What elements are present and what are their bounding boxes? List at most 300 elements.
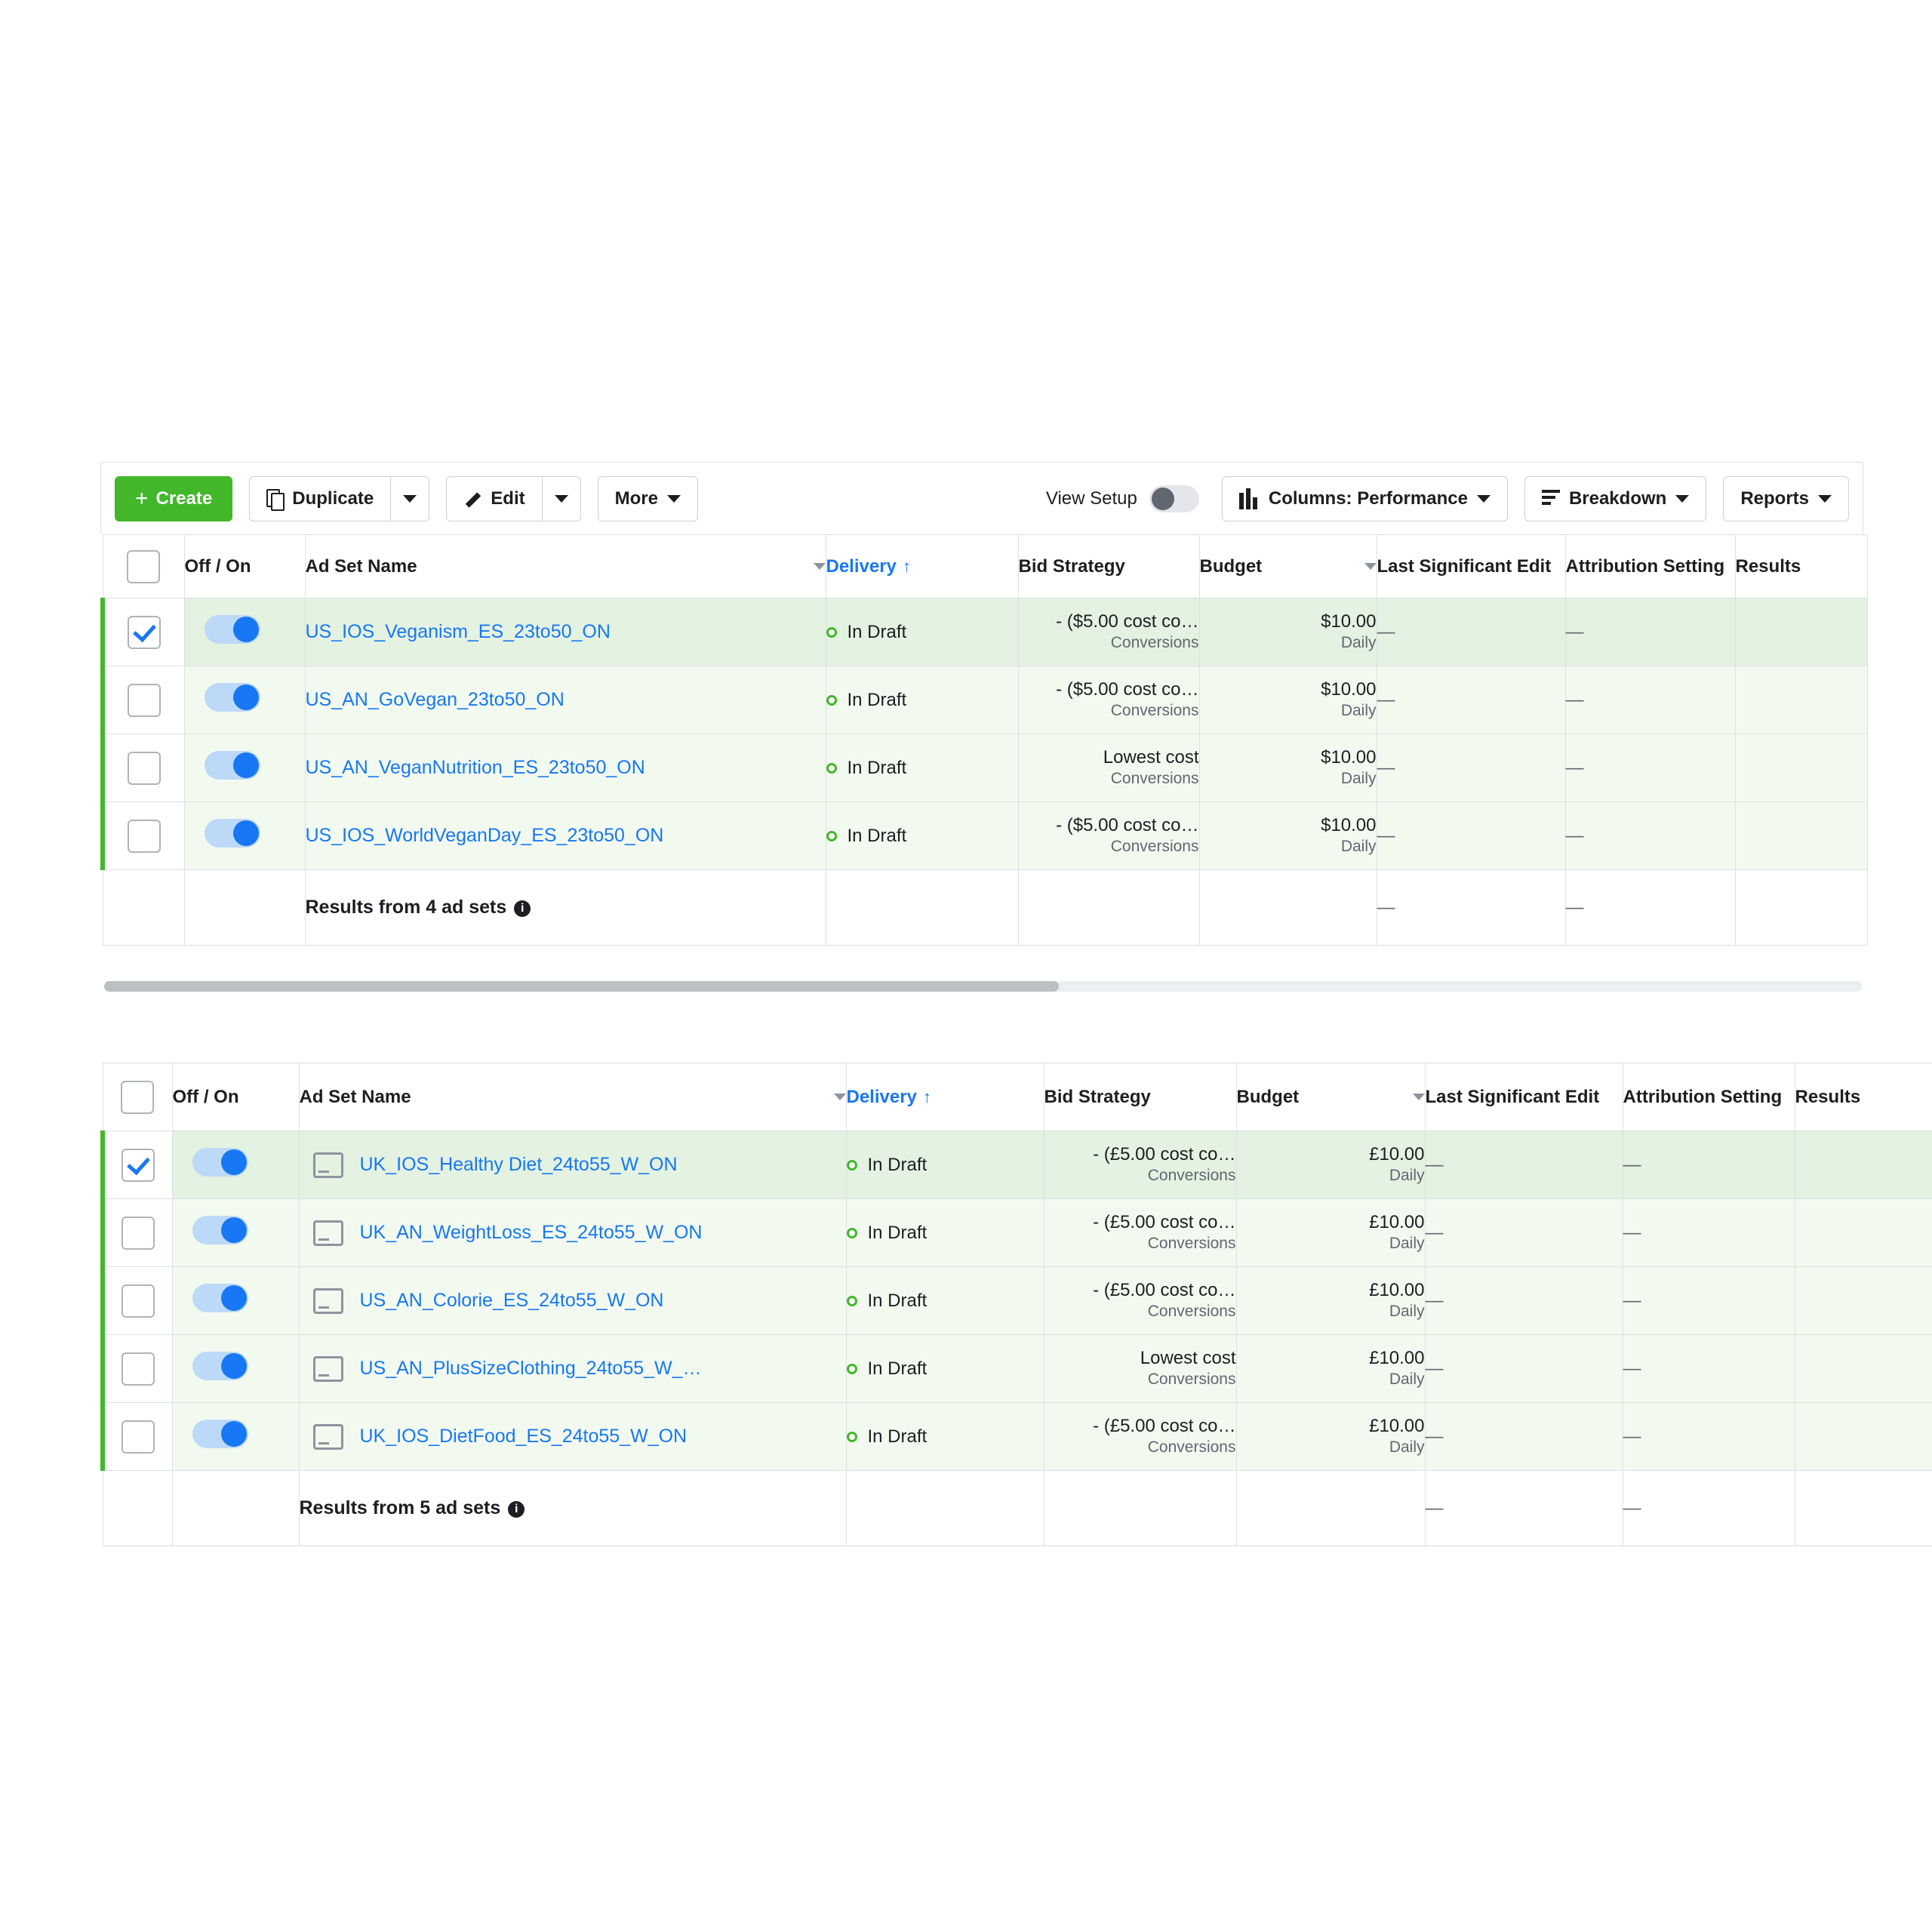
on-off-toggle[interactable] bbox=[192, 1216, 248, 1244]
on-off-toggle[interactable] bbox=[205, 615, 260, 644]
toggle-knob bbox=[221, 1285, 247, 1311]
budget-value: $10.00 bbox=[1321, 747, 1377, 768]
row-off-on-cell[interactable] bbox=[172, 1199, 299, 1267]
row-ad-set-name-cell[interactable] bbox=[299, 1199, 846, 1267]
info-icon[interactable]: i bbox=[514, 900, 531, 917]
row-last-edit-cell bbox=[1425, 1335, 1623, 1403]
row-last-edit-cell bbox=[1377, 802, 1565, 870]
row-off-on-cell[interactable] bbox=[184, 598, 305, 666]
last-edit-value: — bbox=[1425, 1358, 1444, 1379]
chevron-down-icon bbox=[667, 495, 681, 503]
row-budget-cell bbox=[1199, 734, 1377, 802]
chevron-down-icon[interactable] bbox=[814, 563, 826, 570]
row-delivery-cell bbox=[846, 1199, 1044, 1267]
row-delivery-cell bbox=[826, 598, 1018, 666]
reports-button-label: Reports bbox=[1740, 488, 1809, 509]
bid-strategy-objective: Conversions bbox=[1147, 1371, 1236, 1389]
select-all-checkbox[interactable] bbox=[127, 550, 160, 583]
row-off-on-cell[interactable] bbox=[184, 802, 305, 870]
row-attribution-cell bbox=[1623, 1335, 1795, 1403]
ad-set-name-link[interactable]: US_AN_VeganNutrition_ES_23to50_ON bbox=[305, 757, 645, 778]
row-checkbox[interactable] bbox=[122, 1284, 155, 1318]
attribution-value: — bbox=[1623, 1358, 1641, 1379]
budget-value: £10.00 bbox=[1369, 1348, 1425, 1369]
row-results-cell bbox=[1795, 1199, 1932, 1267]
row-attribution-cell bbox=[1565, 598, 1735, 666]
row-last-edit-cell bbox=[1425, 1403, 1623, 1471]
more-button[interactable] bbox=[598, 476, 698, 521]
bid-strategy-objective: Conversions bbox=[1147, 1167, 1236, 1185]
table-toolbar bbox=[100, 462, 1863, 534]
column-header-attribution-setting[interactable]: Attribution Setting bbox=[1623, 1063, 1795, 1131]
preview-icon[interactable] bbox=[313, 1356, 343, 1382]
view-setup-label: View Setup bbox=[1045, 488, 1137, 509]
row-off-on-cell[interactable] bbox=[184, 666, 305, 734]
column-header-budget[interactable] bbox=[1199, 535, 1377, 598]
row-select-cell[interactable] bbox=[103, 598, 184, 666]
preview-icon[interactable] bbox=[313, 1152, 343, 1178]
toggle-knob bbox=[233, 820, 259, 846]
column-header-ad-set-name-label: Ad Set Name bbox=[299, 1086, 411, 1107]
totals-attribution-value: — bbox=[1565, 897, 1584, 918]
status-dot-icon bbox=[826, 695, 837, 706]
totals-results-cell bbox=[1795, 1471, 1932, 1546]
budget-value: £10.00 bbox=[1369, 1416, 1425, 1437]
table-row[interactable] bbox=[103, 1267, 1932, 1335]
view-setup-toggle[interactable] bbox=[1149, 485, 1199, 512]
row-results-cell bbox=[1795, 1403, 1932, 1471]
row-select-cell[interactable] bbox=[103, 1403, 172, 1471]
row-select-cell[interactable] bbox=[103, 1267, 172, 1335]
on-off-toggle[interactable] bbox=[205, 683, 260, 712]
row-budget-cell bbox=[1199, 802, 1377, 870]
duplicate-button-label: Duplicate bbox=[292, 488, 374, 509]
totals-budget-cell bbox=[1199, 870, 1377, 946]
bid-strategy-value: - ($5.00 cost co… bbox=[1056, 815, 1199, 836]
budget-cadence: Daily bbox=[1389, 1167, 1425, 1185]
status-dot-icon bbox=[847, 1296, 857, 1306]
on-off-toggle[interactable] bbox=[192, 1420, 248, 1448]
delivery-status: In Draft bbox=[867, 1358, 928, 1379]
column-header-off-on[interactable]: Off / On bbox=[172, 1063, 299, 1131]
row-attribution-cell bbox=[1623, 1199, 1795, 1267]
totals-attribution-value: — bbox=[1623, 1497, 1641, 1518]
bid-strategy-objective: Conversions bbox=[1110, 634, 1199, 652]
pencil-icon bbox=[463, 490, 481, 508]
totals-row bbox=[103, 870, 1867, 946]
column-header-budget-label: Budget bbox=[1236, 1086, 1300, 1107]
ad-set-name-link[interactable]: US_AN_GoVegan_23to50_ON bbox=[305, 689, 565, 710]
totals-budget-cell bbox=[1236, 1471, 1425, 1546]
create-button[interactable] bbox=[115, 476, 232, 521]
row-ad-set-name-cell[interactable] bbox=[305, 598, 826, 666]
bid-strategy-value: - (£5.00 cost co… bbox=[1093, 1144, 1236, 1165]
row-bid-strategy-cell bbox=[1018, 802, 1199, 870]
row-last-edit-cell bbox=[1377, 734, 1565, 802]
row-off-on-cell[interactable] bbox=[172, 1335, 299, 1403]
table-header-row bbox=[103, 1063, 1932, 1131]
totals-off-on-cell bbox=[184, 870, 305, 946]
bid-strategy-objective: Conversions bbox=[1110, 838, 1199, 856]
toolbar-right-group bbox=[1046, 476, 1849, 521]
row-checkbox[interactable] bbox=[128, 752, 161, 785]
column-header-delivery[interactable] bbox=[846, 1063, 1044, 1131]
bid-strategy-value: - (£5.00 cost co… bbox=[1093, 1416, 1236, 1437]
row-checkbox[interactable] bbox=[122, 1217, 155, 1250]
row-bid-strategy-cell bbox=[1018, 666, 1199, 734]
attribution-value: — bbox=[1565, 621, 1584, 642]
chevron-down-icon bbox=[1477, 495, 1491, 503]
column-header-ad-set-name-label: Ad Set Name bbox=[305, 555, 417, 577]
column-header-ad-set-name[interactable] bbox=[305, 535, 826, 598]
totals-off-on-cell bbox=[172, 1471, 299, 1546]
row-ad-set-name-cell[interactable] bbox=[299, 1131, 846, 1199]
budget-cadence: Daily bbox=[1389, 1438, 1425, 1457]
totals-bid-strategy-cell bbox=[1018, 870, 1199, 946]
duplicate-dropdown-button[interactable] bbox=[391, 476, 429, 521]
row-bid-strategy-cell bbox=[1018, 598, 1199, 666]
status-dot-icon bbox=[826, 831, 837, 841]
edit-dropdown-button[interactable] bbox=[543, 476, 581, 521]
row-budget-cell bbox=[1236, 1131, 1425, 1199]
breakdown-button[interactable] bbox=[1524, 476, 1706, 521]
ad-set-name-link[interactable]: UK_IOS_Healthy Diet_24to55_W_ON bbox=[359, 1154, 678, 1175]
select-all-header[interactable] bbox=[103, 1063, 172, 1131]
columns-icon bbox=[1239, 488, 1260, 509]
row-delivery-cell bbox=[846, 1131, 1044, 1199]
preview-icon[interactable] bbox=[313, 1220, 343, 1246]
column-header-bid-strategy[interactable]: Bid Strategy bbox=[1044, 1063, 1236, 1131]
row-attribution-cell bbox=[1623, 1403, 1795, 1471]
duplicate-button-group bbox=[249, 476, 429, 521]
bid-strategy-objective: Conversions bbox=[1110, 770, 1199, 788]
budget-value: £10.00 bbox=[1369, 1280, 1425, 1301]
row-bid-strategy-cell bbox=[1044, 1403, 1236, 1471]
bid-strategy-objective: Conversions bbox=[1147, 1303, 1236, 1321]
edit-button-label: Edit bbox=[491, 488, 525, 509]
row-ad-set-name-cell[interactable] bbox=[299, 1335, 846, 1403]
table-row[interactable] bbox=[103, 1131, 1932, 1199]
row-ad-set-name-cell[interactable] bbox=[305, 802, 826, 870]
last-edit-value: — bbox=[1377, 621, 1395, 642]
table-row[interactable] bbox=[103, 1199, 1932, 1267]
bid-strategy-objective: Conversions bbox=[1147, 1438, 1236, 1457]
ad-set-name-link[interactable]: US_IOS_Veganism_ES_23to50_ON bbox=[305, 621, 611, 642]
row-attribution-cell bbox=[1565, 734, 1735, 802]
attribution-value: — bbox=[1565, 825, 1584, 846]
table-row[interactable] bbox=[103, 1335, 1932, 1403]
on-off-toggle[interactable] bbox=[192, 1148, 248, 1177]
row-bid-strategy-cell bbox=[1044, 1131, 1236, 1199]
select-all-checkbox[interactable] bbox=[121, 1081, 154, 1114]
duplicate-icon bbox=[266, 489, 283, 509]
row-results-cell bbox=[1795, 1131, 1932, 1199]
delivery-status: In Draft bbox=[867, 1222, 928, 1243]
row-ad-set-name-cell[interactable] bbox=[305, 734, 826, 802]
row-off-on-cell[interactable] bbox=[184, 734, 305, 802]
delivery-status: In Draft bbox=[847, 757, 907, 778]
budget-cadence: Daily bbox=[1340, 634, 1377, 652]
bid-strategy-value: Lowest cost bbox=[1103, 747, 1199, 768]
row-last-edit-cell bbox=[1377, 666, 1565, 734]
scrollbar-thumb[interactable] bbox=[104, 981, 1059, 992]
duplicate-button[interactable] bbox=[249, 476, 391, 521]
row-select-cell[interactable] bbox=[103, 666, 184, 734]
row-results-cell bbox=[1735, 734, 1867, 802]
last-edit-value: — bbox=[1425, 1426, 1444, 1447]
budget-value: £10.00 bbox=[1369, 1144, 1425, 1165]
row-delivery-cell bbox=[846, 1267, 1044, 1335]
totals-attribution-cell bbox=[1623, 1471, 1795, 1546]
on-off-toggle[interactable] bbox=[192, 1352, 248, 1380]
horizontal-scrollbar[interactable] bbox=[104, 981, 1863, 992]
sort-ascending-icon: ↑ bbox=[902, 556, 911, 576]
row-results-cell bbox=[1735, 666, 1867, 734]
budget-cadence: Daily bbox=[1340, 838, 1377, 856]
budget-value: $10.00 bbox=[1321, 679, 1377, 700]
status-dot-icon bbox=[847, 1432, 857, 1442]
totals-attribution-cell bbox=[1565, 870, 1735, 946]
budget-cadence: Daily bbox=[1389, 1235, 1425, 1253]
table-row[interactable] bbox=[103, 598, 1867, 666]
toggle-knob bbox=[221, 1217, 247, 1243]
row-last-edit-cell bbox=[1425, 1267, 1623, 1335]
last-edit-value: — bbox=[1425, 1222, 1444, 1243]
totals-last-edit-cell bbox=[1425, 1471, 1623, 1546]
bid-strategy-objective: Conversions bbox=[1147, 1235, 1236, 1253]
attribution-value: — bbox=[1623, 1426, 1641, 1447]
attribution-value: — bbox=[1623, 1154, 1641, 1175]
column-header-last-significant-edit[interactable]: Last Significant Edit bbox=[1377, 535, 1565, 598]
column-header-bid-strategy[interactable]: Bid Strategy bbox=[1018, 535, 1199, 598]
ad-sets-panel-top bbox=[100, 462, 1863, 946]
chevron-down-icon bbox=[1818, 495, 1832, 503]
bid-strategy-value: - (£5.00 cost co… bbox=[1093, 1280, 1236, 1301]
budget-value: $10.00 bbox=[1321, 815, 1377, 836]
totals-delivery-cell bbox=[846, 1471, 1044, 1546]
budget-value: £10.00 bbox=[1369, 1212, 1425, 1233]
ad-sets-panel-bottom bbox=[100, 1063, 1863, 1546]
status-dot-icon bbox=[826, 763, 837, 774]
column-header-attribution-setting[interactable]: Attribution Setting bbox=[1565, 535, 1735, 598]
row-checkbox[interactable] bbox=[128, 820, 161, 853]
status-dot-icon bbox=[826, 627, 837, 638]
table-row[interactable] bbox=[103, 666, 1867, 734]
delivery-status: In Draft bbox=[867, 1290, 928, 1311]
edit-button[interactable] bbox=[446, 476, 542, 521]
row-ad-set-name-cell[interactable] bbox=[299, 1403, 846, 1471]
plus-icon: + bbox=[135, 485, 149, 511]
totals-last-edit-cell bbox=[1377, 870, 1565, 946]
row-delivery-cell bbox=[846, 1335, 1044, 1403]
toggle-knob bbox=[221, 1149, 247, 1175]
budget-cadence: Daily bbox=[1389, 1371, 1425, 1389]
row-results-cell bbox=[1795, 1267, 1932, 1335]
chevron-down-icon bbox=[403, 495, 417, 503]
bid-strategy-objective: Conversions bbox=[1110, 702, 1199, 720]
ad-sets-table-bottom bbox=[100, 1063, 1932, 1546]
row-checkbox[interactable] bbox=[122, 1420, 155, 1454]
ad-set-name-link[interactable]: US_IOS_WorldVeganDay_ES_23to50_ON bbox=[305, 825, 664, 846]
totals-last-edit-value: — bbox=[1377, 897, 1395, 918]
bid-strategy-value: - ($5.00 cost co… bbox=[1056, 611, 1199, 632]
edit-button-group bbox=[446, 476, 580, 521]
row-last-edit-cell bbox=[1377, 598, 1565, 666]
column-header-delivery[interactable] bbox=[826, 535, 1018, 598]
toggle-knob bbox=[1152, 488, 1174, 510]
row-select-cell[interactable] bbox=[103, 1199, 172, 1267]
columns-button[interactable] bbox=[1222, 476, 1508, 521]
totals-last-edit-value: — bbox=[1425, 1497, 1444, 1518]
row-off-on-cell[interactable] bbox=[172, 1131, 299, 1199]
totals-select-cell bbox=[103, 870, 184, 946]
row-checkbox[interactable] bbox=[122, 1149, 155, 1182]
ad-set-name-link[interactable]: US_AN_Colorie_ES_24to55_W_ON bbox=[359, 1290, 664, 1311]
preview-icon[interactable] bbox=[313, 1288, 343, 1314]
last-edit-value: — bbox=[1377, 825, 1395, 846]
toggle-knob bbox=[233, 617, 259, 642]
chevron-down-icon[interactable] bbox=[1413, 1094, 1425, 1100]
column-header-delivery-label: Delivery bbox=[846, 1086, 917, 1107]
column-header-budget-label: Budget bbox=[1199, 555, 1263, 577]
on-off-toggle[interactable] bbox=[192, 1284, 248, 1312]
last-edit-value: — bbox=[1425, 1154, 1444, 1175]
select-all-header[interactable] bbox=[103, 535, 184, 598]
row-select-cell[interactable] bbox=[103, 734, 184, 802]
status-dot-icon bbox=[847, 1364, 857, 1374]
row-delivery-cell bbox=[826, 666, 1018, 734]
chevron-down-icon[interactable] bbox=[1364, 563, 1377, 570]
toggle-knob bbox=[221, 1421, 247, 1447]
row-budget-cell bbox=[1199, 666, 1377, 734]
row-ad-set-name-cell[interactable] bbox=[299, 1267, 846, 1335]
attribution-value: — bbox=[1623, 1222, 1641, 1243]
row-last-edit-cell bbox=[1425, 1131, 1623, 1199]
row-delivery-cell bbox=[826, 734, 1018, 802]
ad-set-name-link[interactable]: UK_AN_WeightLoss_ES_24to55_W_ON bbox=[359, 1222, 703, 1243]
row-delivery-cell bbox=[846, 1403, 1044, 1471]
attribution-value: — bbox=[1565, 757, 1584, 778]
bid-strategy-value: - ($5.00 cost co… bbox=[1056, 679, 1199, 700]
totals-label-cell bbox=[299, 1471, 846, 1546]
row-budget-cell bbox=[1199, 598, 1377, 666]
toolbar-left-group bbox=[115, 476, 698, 521]
bid-strategy-value: - (£5.00 cost co… bbox=[1093, 1212, 1236, 1233]
status-dot-icon bbox=[847, 1228, 857, 1238]
table-row[interactable] bbox=[103, 734, 1867, 802]
totals-label: Results from 5 ad sets bbox=[299, 1497, 501, 1518]
totals-delivery-cell bbox=[826, 870, 1018, 946]
status-dot-icon bbox=[847, 1160, 857, 1171]
row-attribution-cell bbox=[1623, 1267, 1795, 1335]
breakdown-button-label: Breakdown bbox=[1568, 488, 1667, 509]
totals-row bbox=[103, 1471, 1932, 1546]
row-budget-cell bbox=[1236, 1199, 1425, 1267]
info-icon[interactable]: i bbox=[508, 1501, 525, 1518]
row-results-cell bbox=[1735, 802, 1867, 870]
table-header-row bbox=[103, 535, 1867, 598]
row-results-cell bbox=[1735, 598, 1867, 666]
chevron-down-icon bbox=[1675, 495, 1689, 503]
row-bid-strategy-cell bbox=[1018, 734, 1199, 802]
totals-bid-strategy-cell bbox=[1044, 1471, 1236, 1546]
column-header-results[interactable]: Results bbox=[1735, 535, 1867, 598]
ad-set-name-link[interactable]: UK_IOS_DietFood_ES_24to55_W_ON bbox=[359, 1426, 688, 1447]
row-checkbox[interactable] bbox=[128, 684, 161, 717]
row-ad-set-name-cell[interactable] bbox=[305, 666, 826, 734]
column-header-last-significant-edit[interactable]: Last Significant Edit bbox=[1425, 1063, 1623, 1131]
row-bid-strategy-cell bbox=[1044, 1335, 1236, 1403]
row-last-edit-cell bbox=[1425, 1199, 1623, 1267]
column-header-budget[interactable] bbox=[1236, 1063, 1425, 1131]
totals-label-cell bbox=[305, 870, 826, 946]
columns-button-label: Columns: Performance bbox=[1268, 488, 1468, 509]
budget-cadence: Daily bbox=[1340, 702, 1377, 720]
budget-cadence: Daily bbox=[1389, 1303, 1425, 1321]
preview-icon[interactable] bbox=[313, 1424, 343, 1450]
chevron-down-icon bbox=[555, 495, 568, 503]
table-row[interactable] bbox=[103, 802, 1867, 870]
totals-results-cell bbox=[1735, 870, 1867, 946]
row-bid-strategy-cell bbox=[1044, 1199, 1236, 1267]
last-edit-value: — bbox=[1425, 1290, 1444, 1311]
row-bid-strategy-cell bbox=[1044, 1267, 1236, 1335]
breakdown-icon bbox=[1542, 490, 1560, 508]
sort-ascending-icon: ↑ bbox=[922, 1087, 931, 1106]
row-off-on-cell[interactable] bbox=[172, 1403, 299, 1471]
attribution-value: — bbox=[1565, 689, 1584, 710]
row-checkbox[interactable] bbox=[122, 1352, 155, 1386]
ad-sets-table-top bbox=[100, 534, 1868, 946]
row-checkbox[interactable] bbox=[128, 616, 161, 649]
row-select-cell[interactable] bbox=[103, 1131, 172, 1199]
delivery-status: In Draft bbox=[867, 1154, 928, 1175]
more-button-label: More bbox=[614, 488, 658, 509]
on-off-toggle[interactable] bbox=[205, 819, 260, 848]
row-budget-cell bbox=[1236, 1335, 1425, 1403]
ad-set-name-link[interactable]: US_AN_PlusSizeClothing_24to55_W_… bbox=[359, 1358, 702, 1379]
toggle-knob bbox=[233, 752, 259, 778]
row-select-cell[interactable] bbox=[103, 802, 184, 870]
row-off-on-cell[interactable] bbox=[172, 1267, 299, 1335]
column-header-off-on[interactable]: Off / On bbox=[184, 535, 305, 598]
row-budget-cell bbox=[1236, 1403, 1425, 1471]
column-header-ad-set-name[interactable] bbox=[299, 1063, 846, 1131]
row-attribution-cell bbox=[1623, 1131, 1795, 1199]
row-budget-cell bbox=[1236, 1267, 1425, 1335]
delivery-status: In Draft bbox=[847, 621, 907, 642]
last-edit-value: — bbox=[1377, 689, 1395, 710]
row-attribution-cell bbox=[1565, 666, 1735, 734]
attribution-value: — bbox=[1623, 1290, 1641, 1311]
column-header-delivery-label: Delivery bbox=[826, 555, 897, 577]
create-button-label: Create bbox=[155, 488, 213, 509]
bid-strategy-value: Lowest cost bbox=[1140, 1348, 1236, 1369]
row-select-cell[interactable] bbox=[103, 1335, 172, 1403]
toggle-knob bbox=[233, 685, 259, 710]
row-attribution-cell bbox=[1565, 802, 1735, 870]
table-row[interactable] bbox=[103, 1403, 1932, 1471]
row-delivery-cell bbox=[826, 802, 1018, 870]
totals-select-cell bbox=[103, 1471, 172, 1546]
chevron-down-icon[interactable] bbox=[834, 1094, 846, 1100]
on-off-toggle[interactable] bbox=[205, 751, 260, 780]
reports-button[interactable] bbox=[1723, 476, 1849, 521]
delivery-status: In Draft bbox=[867, 1426, 928, 1447]
column-header-results[interactable]: Results bbox=[1795, 1063, 1932, 1131]
toggle-knob bbox=[221, 1353, 247, 1379]
totals-label: Results from 4 ad sets bbox=[305, 897, 507, 918]
